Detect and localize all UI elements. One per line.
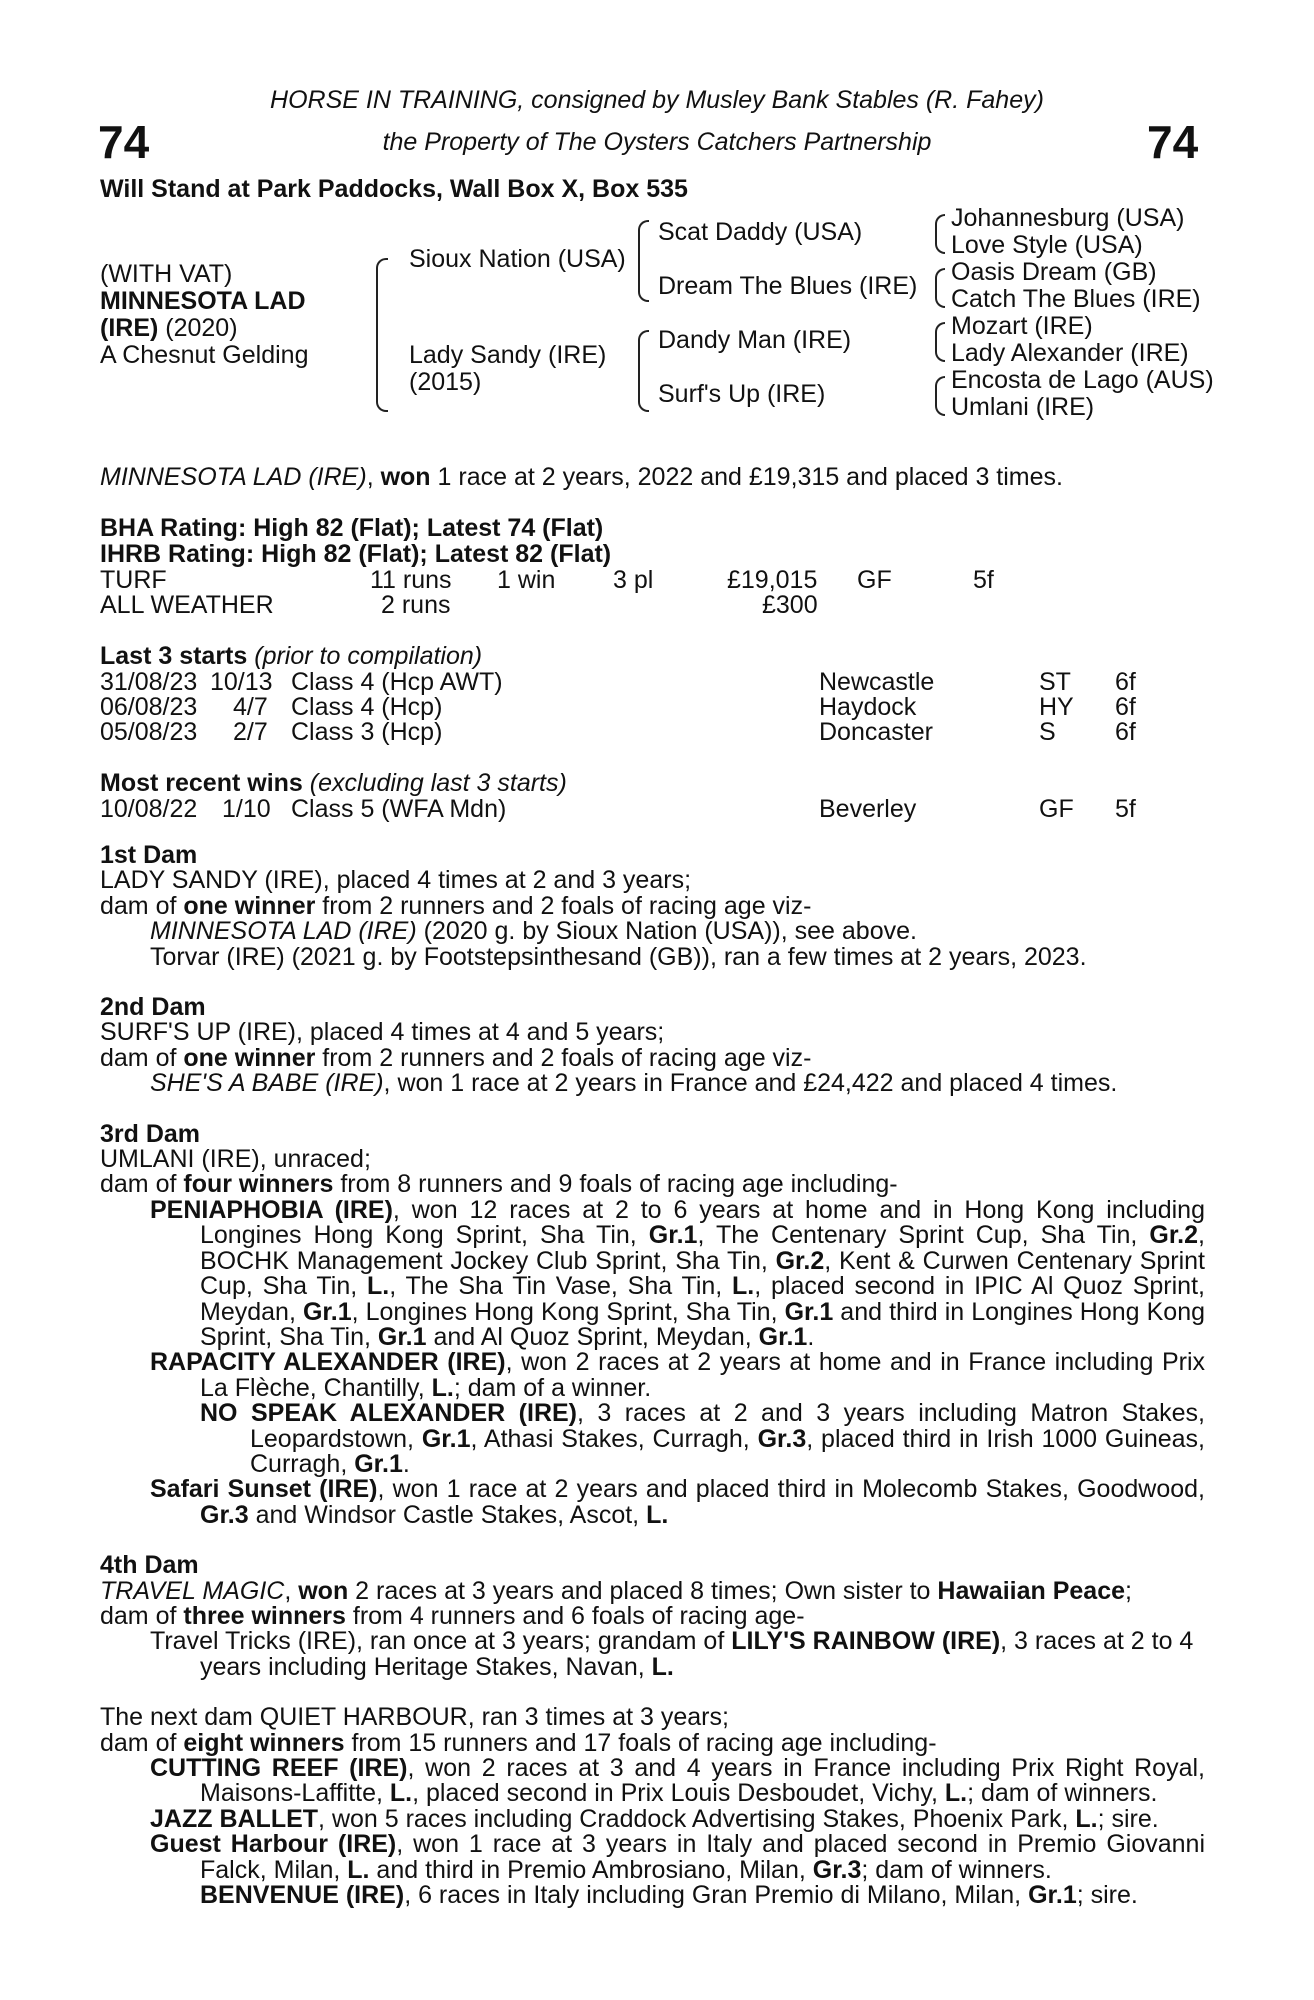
pedigree-dam-year: (2015) (409, 368, 482, 396)
stand-location: Will Stand at Park Paddocks, Wall Box X, Box 535 (100, 175, 688, 203)
pedigree-sire-sire: Scat Daddy (USA) (658, 218, 863, 246)
pedigree-bracket-sire (638, 220, 649, 302)
start-class: Class 4 (Hcp AWT) (291, 668, 503, 696)
text: , won 1 race at 3 years in Italy and placed second in Premio Giovanni Falck, Milan, (200, 1830, 1205, 1884)
start-pos: 4/7 (233, 693, 268, 721)
offspring-name: RAPACITY ALEXANDER (IRE) (150, 1348, 506, 1377)
text: , won 1 race at 2 years in France and £24,422 and placed 4 times. (383, 1069, 1118, 1098)
pedigree-g3-6: Lady Alexander (IRE) (951, 339, 1189, 367)
grade: L. (389, 1779, 413, 1808)
text: ; sire. (1076, 1881, 1138, 1910)
spacer (100, 1097, 1205, 1122)
pedigree-bracket-dam (638, 330, 649, 412)
start-going: ST (1039, 668, 1071, 696)
win-dist: 5f (1115, 795, 1136, 823)
text-bold: three winners (183, 1601, 346, 1630)
text-bold: won (298, 1576, 349, 1605)
record-prize: £19,015 (727, 566, 818, 594)
last3-title: Last 3 starts (100, 642, 248, 670)
grade: Gr.3 (757, 1424, 807, 1453)
text: , 6 races in Italy including Gran Premio di Milano, Milan, (404, 1881, 1029, 1910)
text-bold: Hawaiian Peace (937, 1576, 1126, 1605)
horse-origin-year (100, 315, 238, 341)
text: , The Centenary Sprint Cup, Sha Tin, (697, 1221, 1150, 1250)
consignment-line: HORSE IN TRAINING, consigned by Musley Bank Stables (R. Fahey) (270, 86, 1044, 114)
win-date: 10/08/22 (100, 795, 198, 823)
text: from 2 runners and 2 foals of racing age viz- (315, 1043, 812, 1072)
start-dist: 6f (1115, 693, 1136, 721)
text: from 4 runners and 6 foals of racing age- (345, 1601, 805, 1630)
grade: Gr.1 (784, 1297, 834, 1326)
dam4-line1 (100, 1576, 1205, 1605)
text: , The Sha Tin Vase, Sha Tin, (389, 1272, 733, 1301)
grade: Gr.1 (648, 1221, 698, 1250)
dam1-line1: LADY SANDY (IRE), placed 4 times at 2 and 3 years; (100, 866, 692, 895)
dam2-title: 2nd Dam (100, 993, 206, 1022)
dam3-offspring-2 (100, 1350, 1205, 1401)
pedigree-g3-4: Catch The Blues (IRE) (951, 285, 1201, 313)
offspring-name: Safari Sunset (IRE) (150, 1475, 378, 1504)
horse-country: (IRE) (100, 314, 159, 342)
dam4-title: 4th Dam (100, 1551, 199, 1580)
dam1-line2 (100, 891, 1205, 920)
win-class: Class 5 (WFA Mdn) (291, 795, 507, 823)
summary-rest: 1 race at 2 years, 2022 and £19,315 and placed 3 times. (430, 463, 1063, 491)
pedigree-g3-8: Umlani (IRE) (951, 393, 1095, 421)
ihrb-rating: IHRB Rating: High 82 (Flat); Latest 82 (Flat) (100, 540, 612, 568)
text: ; dam of winners. (967, 1779, 1158, 1808)
text: , won 5 races including Craddock Advertising Stakes, Phoenix Park, (318, 1804, 1076, 1833)
last3-note: (prior to compilation) (247, 642, 483, 670)
dam1-title: 1st Dam (100, 841, 198, 869)
grade: Gr.2 (1149, 1221, 1199, 1250)
last3-heading (100, 643, 482, 669)
grade: Gr.3 (812, 1855, 862, 1884)
lot-number-left: 74 (98, 116, 150, 168)
text: Travel Tricks (IRE), ran once at 3 years; grandam of (150, 1627, 732, 1656)
record-prize: £300 (762, 591, 818, 619)
text-bold: eight winners (183, 1728, 345, 1757)
record-surface: ALL WEATHER (100, 591, 274, 619)
text-bold: one winner (183, 1043, 316, 1072)
family-section (100, 843, 1205, 1908)
spacer (100, 970, 1205, 995)
ownership-line: the Property of The Oysters Catchers Partnership (382, 128, 932, 156)
lot-number-right: 74 (1147, 116, 1199, 168)
text: , Kent & Curwen Centenary Sprint Cup, Sha Tin, (200, 1246, 1206, 1301)
text: ; dam of winners. (861, 1855, 1052, 1884)
record-surface: TURF (100, 566, 167, 594)
text: dam of (100, 1728, 184, 1757)
next-dam-line1: The next dam QUIET HARBOUR, ran 3 times at 3 years; (100, 1703, 729, 1732)
grade: Gr.1 (377, 1322, 427, 1351)
pedigree-sire: Sioux Nation (USA) (409, 245, 626, 273)
start-course: Newcastle (819, 668, 935, 696)
start-dist: 6f (1115, 668, 1136, 696)
dam4-offspring-1 (100, 1629, 1205, 1680)
text: , won 2 races at 3 and 4 years in France including Prix Right Royal, Maisons-Laffitte, (200, 1754, 1205, 1808)
text-bold: four winners (183, 1170, 334, 1199)
text: dam of (100, 1170, 184, 1199)
grade: Gr.2 (775, 1246, 825, 1275)
start-pos: 2/7 (233, 718, 268, 746)
record-runs: 11 runs (370, 566, 452, 594)
text: from 15 runners and 17 foals of racing age including- (344, 1728, 937, 1757)
offspring-name: JAZZ BALLET (150, 1804, 319, 1833)
grade: L. (732, 1272, 755, 1301)
next-dam-line2 (100, 1728, 1205, 1757)
record-going: GF (857, 566, 892, 594)
offspring-name: PENIAPHOBIA (IRE) (150, 1195, 393, 1224)
pedigree-bracket-main (376, 258, 388, 412)
record-runs: 2 runs (381, 591, 451, 619)
dam3-line2 (100, 1172, 1205, 1197)
start-class: Class 3 (Hcp) (291, 718, 443, 746)
spacer (100, 1528, 1205, 1553)
next-dam-offspring-1 (100, 1756, 1205, 1807)
offspring-name: SHE'S A BABE (IRE) (150, 1069, 384, 1098)
text: and Windsor Castle Stakes, Ascot, (248, 1500, 647, 1529)
race-summary (100, 464, 1063, 490)
win-going: GF (1039, 795, 1074, 823)
horse-description: A Chesnut Gelding (100, 341, 309, 369)
start-course: Doncaster (819, 718, 933, 746)
pedigree-dam-dam: Surf's Up (IRE) (658, 380, 826, 408)
grade: L. (944, 1779, 968, 1808)
dam3-grandoffspring-1 (100, 1401, 1205, 1477)
record-wins: 1 win (497, 566, 556, 594)
offspring-name: Guest Harbour (IRE) (150, 1830, 397, 1859)
pedigree-g3-2: Love Style (USA) (951, 231, 1143, 259)
pedigree-g3-5: Mozart (IRE) (951, 312, 1093, 340)
next-dam-grandoffspring-1 (100, 1883, 1205, 1908)
text: , placed second in IPIC Al Quoz Sprint, Meydan, (200, 1272, 1205, 1326)
spacer (100, 1680, 1205, 1705)
win-course: Beverley (819, 795, 917, 823)
offspring-name: MINNESOTA LAD (IRE) (150, 917, 417, 946)
record-places: 3 pl (613, 566, 654, 594)
grade: L. (366, 1272, 390, 1301)
pedigree-dam-sire: Dandy Man (IRE) (658, 326, 852, 354)
pedigree-g3-3: Oasis Dream (GB) (951, 258, 1157, 286)
pedigree-bracket-sd (935, 268, 945, 308)
text: from 8 runners and 9 foals of racing age including- (333, 1170, 898, 1199)
offspring-name: CUTTING REEF (IRE) (150, 1754, 408, 1782)
horse-year: (2020) (158, 314, 238, 342)
text: , placed third in Irish 1000 Guineas, Curragh, (250, 1424, 1205, 1478)
text: , won 12 races at 2 to 6 years at home and in Hong Kong including Longines Hong Kong Sprint, Sha Tin, (200, 1195, 1205, 1250)
offspring-name: BENVENUE (IRE) (200, 1881, 405, 1910)
dam2-line2 (100, 1043, 1205, 1072)
text: . (402, 1449, 410, 1478)
next-dam-offspring-3 (100, 1832, 1205, 1883)
text: , placed second in Prix Louis Desboudet, Vichy, (412, 1779, 945, 1808)
offspring-name: NO SPEAK ALEXANDER (IRE) (200, 1399, 577, 1428)
dam1-offspring-1 (100, 919, 1205, 944)
dam2-offspring-1 (100, 1071, 1205, 1096)
text: (2020 g. by Sioux Nation (USA)), see above. (416, 917, 917, 946)
text: , 3 races at 2 and 3 years including Matron Stakes, Leopardstown, (250, 1399, 1205, 1453)
dam3-offspring-3 (100, 1477, 1205, 1528)
text: ; (1125, 1576, 1132, 1605)
start-going: HY (1039, 693, 1074, 721)
dam-name: TRAVEL MAGIC (100, 1576, 285, 1605)
start-pos: 10/13 (210, 668, 273, 696)
dam3-title: 3rd Dam (100, 1119, 201, 1148)
summary-horse-name: MINNESOTA LAD (IRE) (100, 463, 367, 491)
grade: Gr.1 (421, 1424, 471, 1453)
recent-wins-heading (100, 770, 567, 796)
pedigree-g3-1: Johannesburg (USA) (951, 204, 1185, 232)
pedigree-g3-7: Encosta de Lago (AUS) (951, 366, 1214, 394)
text: ; sire. (1097, 1804, 1159, 1833)
start-date: 06/08/23 (100, 693, 198, 721)
next-dam-offspring-2 (100, 1804, 1205, 1833)
text: and Al Quoz Sprint, Meydan, (426, 1322, 759, 1351)
grade: L. (646, 1500, 669, 1529)
recent-wins-title: Most recent wins (100, 769, 303, 797)
recent-wins-note: (excluding last 3 starts) (302, 769, 567, 797)
text: from 2 runners and 2 foals of racing age viz- (315, 891, 812, 920)
text: and third in Premio Ambrosiano, Milan, (369, 1855, 813, 1884)
grade: L. (1075, 1804, 1098, 1833)
text: ; dam of a winner. (453, 1373, 652, 1402)
text: 2 races at 3 years and placed 8 times; Own sister to (348, 1576, 938, 1605)
text: , won 2 races at 2 years at home and in France including Prix La Flèche, Chantilly, (200, 1348, 1205, 1402)
pedigree-sire-dam: Dream The Blues (IRE) (658, 272, 918, 300)
text: . (807, 1322, 815, 1351)
vat-label: (WITH VAT) (100, 260, 233, 288)
text: dam of (100, 1043, 184, 1072)
grade: Gr.3 (200, 1500, 249, 1529)
grade: L. (431, 1373, 454, 1402)
grade: Gr.1 (1028, 1881, 1077, 1910)
start-dist: 6f (1115, 718, 1136, 746)
text: and third in Longines Hong Kong Sprint, Sha Tin, (200, 1297, 1205, 1351)
text: , Longines Hong Kong Sprint, Sha Tin, (351, 1297, 785, 1326)
start-class: Class 4 (Hcp) (291, 693, 443, 721)
start-date: 05/08/23 (100, 718, 198, 746)
summary-sep: , (366, 463, 381, 491)
start-course: Haydock (819, 693, 917, 721)
dam2-line1: SURF'S UP (IRE), placed 4 times at 4 and 5 years; (100, 1018, 665, 1047)
pedigree-dam: Lady Sandy (IRE) (409, 341, 607, 369)
record-dist: 5f (973, 566, 994, 594)
pedigree-bracket-ds (935, 322, 945, 362)
text: , BOCHK Management Jockey Club Sprint, Sha Tin, (200, 1221, 1205, 1275)
text: , Athasi Stakes, Curragh, (470, 1424, 758, 1453)
grade: Gr.1 (354, 1449, 403, 1478)
start-going: S (1039, 718, 1056, 746)
pedigree-bracket-dd (935, 376, 945, 416)
pedigree-bracket-ss (935, 214, 945, 254)
text-bold: one winner (183, 891, 316, 920)
dam1-offspring-2: Torvar (IRE) (2021 g. by Footstepsinthesand (GB)), ran a few times at 2 years, 2023. (150, 942, 1087, 971)
horse-name: MINNESOTA LAD (100, 287, 306, 315)
summary-won: won (380, 463, 431, 491)
grade: Gr.1 (758, 1322, 808, 1351)
text: , won 1 race at 2 years and placed third in Molecomb Stakes, Goodwood, (377, 1475, 1205, 1504)
offspring-name: LILY'S RAINBOW (IRE) (731, 1627, 1001, 1656)
grade: Gr.1 (302, 1297, 352, 1326)
bha-rating: BHA Rating: High 82 (Flat); Latest 74 (Flat) (100, 514, 604, 542)
dam3-line1: UMLANI (IRE), unraced; (100, 1145, 371, 1174)
text: , 3 races at 2 to 4 years including Heritage Stakes, Navan, (200, 1627, 1194, 1681)
text: , (284, 1576, 299, 1605)
grade: L. (651, 1652, 674, 1681)
win-pos: 1/10 (222, 795, 271, 823)
start-date: 31/08/23 (100, 668, 198, 696)
dam3-offspring-1 (100, 1195, 1206, 1351)
dam4-line2 (100, 1601, 1205, 1630)
text: dam of (100, 1601, 184, 1630)
grade: L. (347, 1855, 370, 1884)
text: dam of (100, 891, 184, 920)
